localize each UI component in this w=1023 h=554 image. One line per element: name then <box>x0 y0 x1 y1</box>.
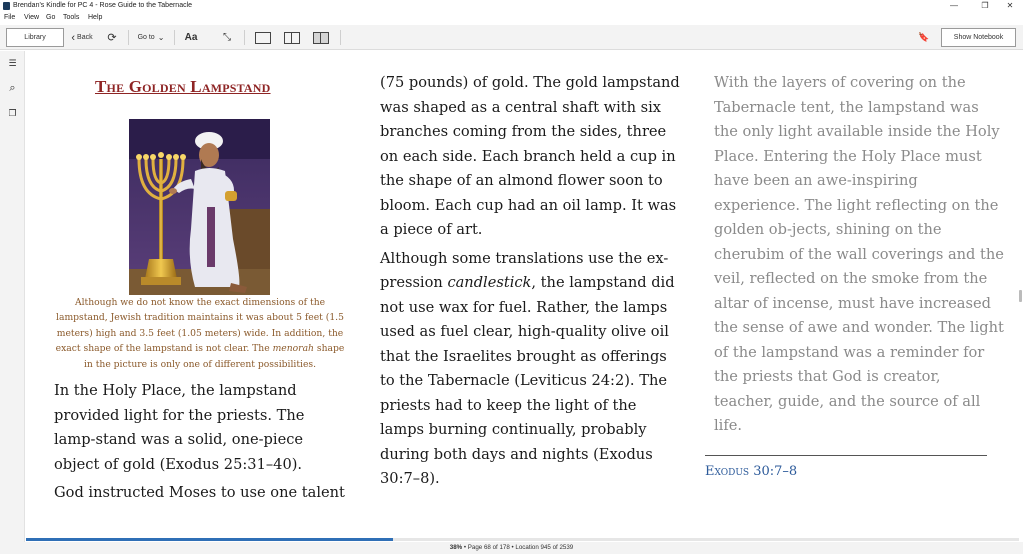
toolbar-separator <box>340 30 341 45</box>
toolbar <box>0 25 1023 50</box>
goto-label: Go to <box>137 34 155 41</box>
flashcards-icon[interactable]: ❐ <box>8 108 17 118</box>
back-button[interactable] <box>68 28 96 47</box>
back-label: Back <box>77 34 93 41</box>
paragraph: In the Holy Place, the lampstand provided light for the priests. The lamp-stand was a solid, one-piece object of gold (Exodus 25:31–40). <box>54 382 305 473</box>
back-icon: ‹ <box>71 31 76 44</box>
close-button[interactable]: ✕ <box>1006 1 1014 10</box>
caption-emphasis: menorah <box>272 343 314 355</box>
table-of-contents-icon[interactable]: ☰ <box>8 58 17 68</box>
goto-button[interactable] <box>134 28 168 47</box>
window-title: Brendan's Kindle for PC 4 - Rose Guide to the Tabernacle <box>13 2 193 9</box>
scroll-indicator[interactable] <box>1019 290 1022 302</box>
menu-tools[interactable]: Tools <box>63 14 80 21</box>
progress-percent: 38% <box>449 544 463 551</box>
paragraph-emphasis: candlestick <box>447 274 532 291</box>
menu-file[interactable]: File <box>4 14 16 21</box>
menu-view[interactable]: View <box>24 14 40 21</box>
minimize-button[interactable]: — <box>950 1 958 10</box>
scripture-reference-link[interactable]: Exodus 30:7–8 <box>705 464 798 479</box>
text-column-middle <box>380 71 680 496</box>
menu-help[interactable]: Help <box>88 14 103 21</box>
sync-icon[interactable]: ⟳ <box>107 32 117 44</box>
status-bar <box>0 542 1023 554</box>
reading-progress-bar[interactable] <box>26 538 1019 541</box>
status-separator: • <box>511 544 514 551</box>
restore-button[interactable]: ❐ <box>981 1 989 10</box>
reading-pane[interactable] <box>26 51 1019 538</box>
footnote-divider <box>705 455 987 456</box>
single-column-view-icon[interactable] <box>255 32 271 44</box>
location-indicator: Location 945 of 2539 <box>515 544 574 551</box>
page-indicator: Page 68 of 178 <box>467 544 510 551</box>
text-column-right <box>714 71 1004 443</box>
paragraph: With the layers of covering on the Tabernacle tent, the lampstand was the only light available inside the Holy Place. Entering the Holy Place must have been an awe-inspiring experience. The light reflecting on the golden ob-jects, shining on the cherubim of the wall coverings and the veil, reflected on the smoke from the altar of incense, must have increased the sense of awe and wonder. The light of the lampstand was a reminder for the priests that God is creator, teacher, guide, and the source of all life. <box>714 74 1004 434</box>
left-rail <box>0 51 25 542</box>
chevron-down-icon: ⌄ <box>157 33 165 42</box>
search-icon[interactable]: ⌕ <box>9 82 16 94</box>
paragraph: (75 pounds) of gold. The gold lampstand was shaped as a central shaft with six branches coming from the sides, three on each side. Each branch held a cup in the shape of an almond flower soon to bloom. Each cup had an oil lamp. It was a piece of art. <box>380 74 680 238</box>
paragraph-text-end: , the lampstand did not use wax for fuel. Rather, the lamps used as fuel clear, high-quality olive oil that the Israelites brought as offerings to the Tabernacle (Leviticus 24:2). The priests had to keep the light of the lamps burning continually, probably during both days and nights (Exodus 30:7–8). <box>380 274 675 487</box>
illustration-caption <box>54 295 346 372</box>
menu-go[interactable]: Go <box>46 14 56 21</box>
chapter-title: The Golden Lampstand <box>95 77 271 96</box>
caption-text-end: shape in the picture is only one of different possibilities. <box>83 343 345 370</box>
reading-progress-fill <box>26 538 393 541</box>
paragraph: God instructed Moses to use one talent <box>54 484 345 501</box>
font-settings-button[interactable]: Aa <box>184 32 198 43</box>
library-button[interactable]: Library <box>6 28 64 47</box>
title-bar <box>0 0 1023 12</box>
toolbar-separator <box>174 30 175 45</box>
paragraph <box>380 247 680 492</box>
text-column-left <box>54 379 346 510</box>
status-separator: • <box>463 544 467 551</box>
toolbar-separator <box>244 30 245 45</box>
multi-column-view-icon[interactable] <box>313 32 329 44</box>
bookmark-icon[interactable]: 🔖 <box>918 32 930 42</box>
fullscreen-icon[interactable]: ⤡ <box>223 32 231 43</box>
two-column-view-icon[interactable] <box>284 32 300 44</box>
kindle-app-icon <box>3 2 10 10</box>
paragraph-text: Although some translations use the ex-pression <box>380 249 669 291</box>
caption-text: Although we do not know the exact dimensions of the lampstand, Jewish tradition maintains it was about 5 feet (1.5 meters) high and 3.5 feet (1.05 meters) wide. In addition, the exact shape of the lampstand is not clear. The <box>55 297 344 355</box>
lampstand-illustration <box>129 119 270 295</box>
show-notebook-button[interactable]: Show Notebook <box>941 28 1016 47</box>
toolbar-separator <box>128 30 129 45</box>
